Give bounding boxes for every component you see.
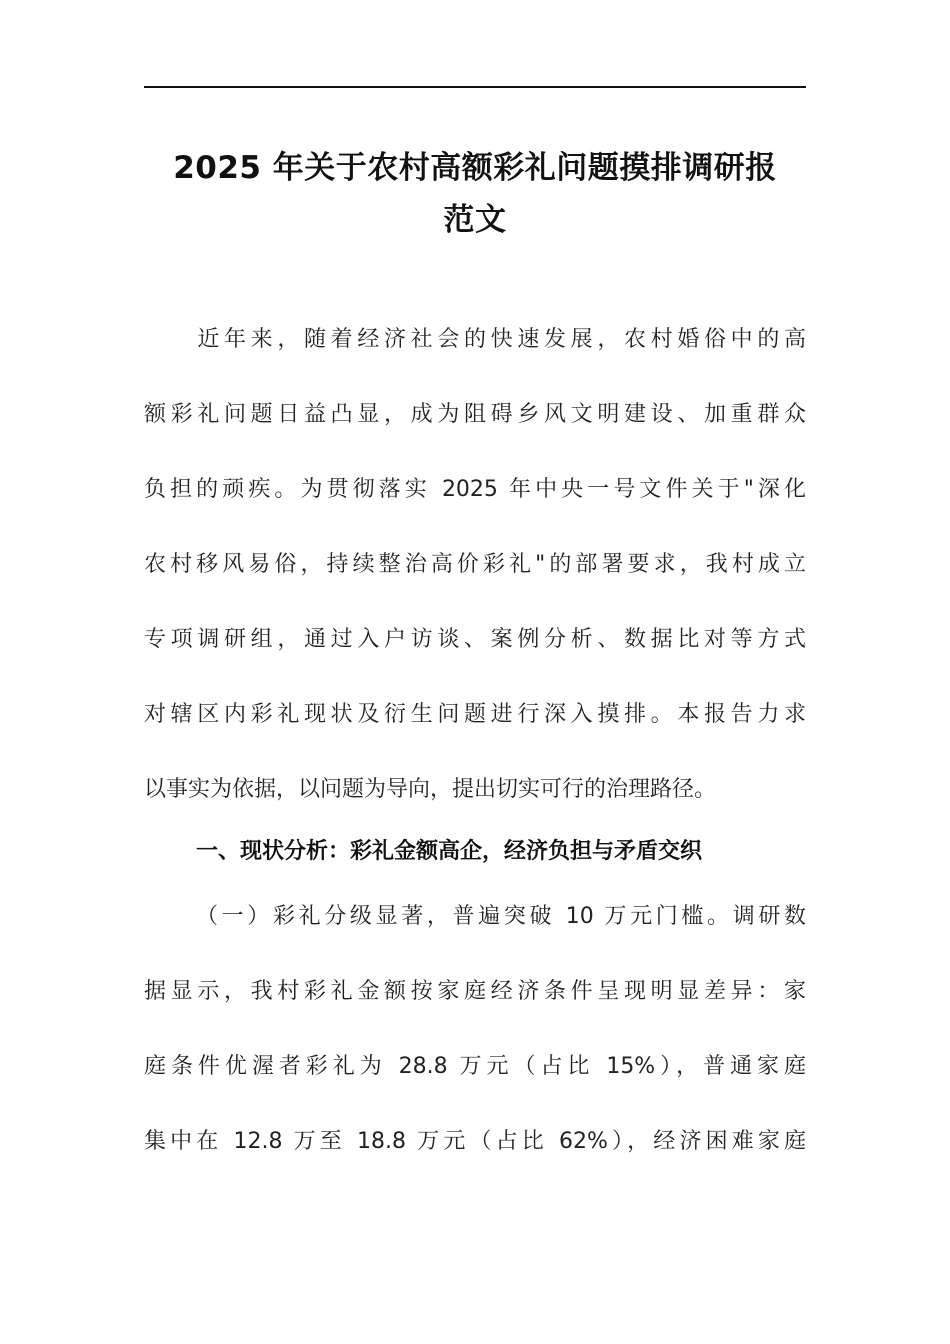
section-heading: 一、现状分析：彩礼金额高企，经济负担与矛盾交织 bbox=[196, 839, 703, 864]
text-line: 专项调研组，通过入户访谈、案例分析、数据比对等方式 bbox=[144, 627, 806, 652]
section-paragraph bbox=[144, 879, 806, 1179]
text-line: 近年来，随着经济社会的快速发展，农村婚俗中的高 bbox=[144, 327, 806, 352]
text-line: 庭条件优渥者彩礼为 28.8 万元（占比 15%），普通家庭 bbox=[144, 1054, 806, 1079]
header-rule bbox=[144, 86, 806, 88]
document-title bbox=[144, 142, 806, 246]
text-line: 据显示，我村彩礼金额按家庭经济条件呈现明显差异：家 bbox=[144, 979, 806, 1004]
text-line: 以事实为依据，以问题为导向，提出切实可行的治理路径。 bbox=[144, 777, 717, 802]
text-line: 对辖区内彩礼现状及衍生问题进行深入摸排。本报告力求 bbox=[144, 702, 806, 727]
intro-paragraph bbox=[144, 302, 806, 827]
text-line: 农村移风易俗，持续整治高价彩礼"的部署要求，我村成立 bbox=[144, 552, 806, 577]
title-line: 范文 bbox=[443, 202, 507, 238]
text-line: 额彩礼问题日益凸显，成为阻碍乡风文明建设、加重群众 bbox=[144, 402, 806, 427]
text-line: 负担的顽疾。为贯彻落实 2025 年中央一号文件关于"深化 bbox=[144, 477, 806, 502]
text-line: （一）彩礼分级显著，普遍突破 10 万元门槛。调研数 bbox=[196, 904, 806, 929]
title-line: 2025 年关于农村高额彩礼问题摸排调研报 bbox=[173, 150, 777, 186]
text-line: 集中在 12.8 万至 18.8 万元（占比 62%），经济困难家庭 bbox=[144, 1129, 806, 1154]
